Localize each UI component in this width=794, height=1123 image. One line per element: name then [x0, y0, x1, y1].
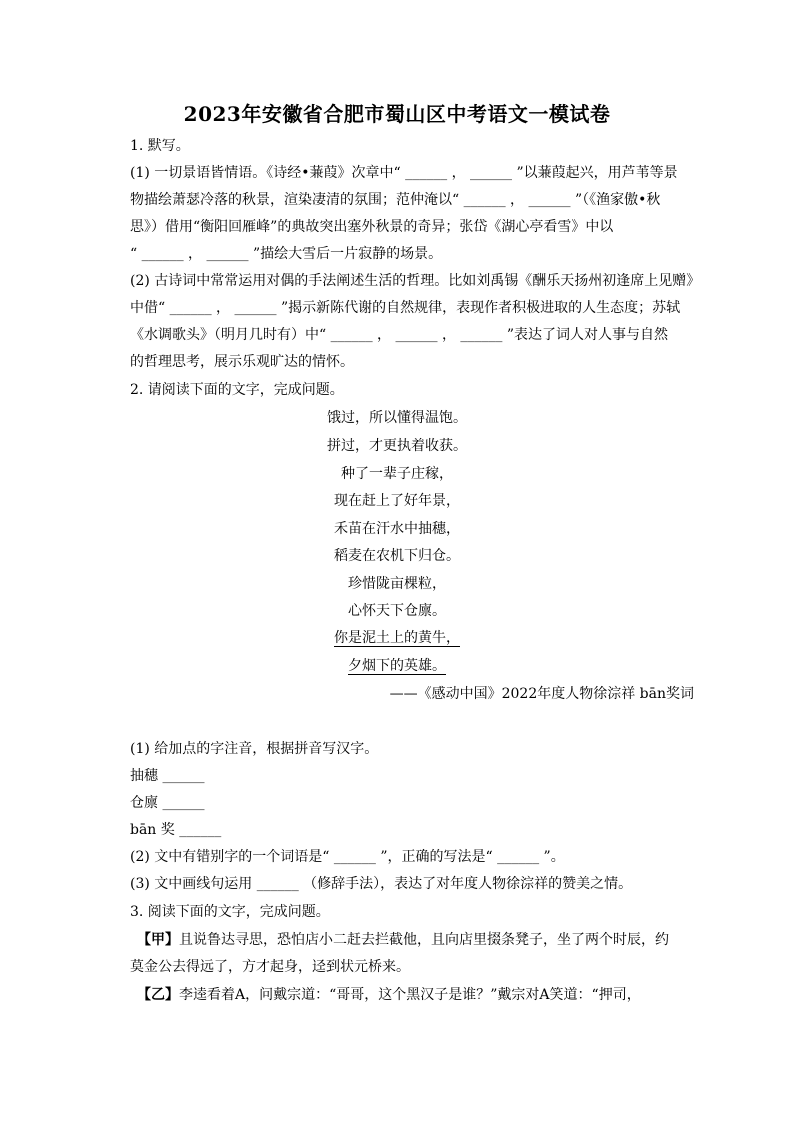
poem-line: 现在赶上了好年景，: [334, 493, 460, 509]
q1-p1-line-3: 思》）借用“衡阳回雁峰”的典故突出塞外秋景的奇异；张岱《湖心亭看雪》中以: [130, 219, 614, 235]
q3-heading: 3. 阅读下面的文字，完成问题。: [130, 904, 330, 920]
underlined-text: 你是泥土上的黄牛，: [334, 630, 460, 646]
q2-heading: 2. 请阅读下面的文字，完成问题。: [130, 382, 344, 398]
yi-label: 【乙】: [144, 987, 179, 1003]
q1-p1-line-4: “ ______ ， ______ ”描绘大雪后一片寂静的场景。: [130, 246, 443, 262]
q3-jia-line-2: 莫金公去得远了，方才起身，迳到状元桥来。: [130, 959, 410, 975]
poem-line: 禾苗在汗水中抽穗，: [334, 521, 460, 537]
jia-label: 【甲】: [144, 932, 179, 948]
poem-line: 心怀天下仓廪。: [348, 603, 446, 619]
jia-text: 且说鲁达寻思，恐怕店小二赶去拦截他，且向店里掇条凳子，坐了两个时辰，约: [179, 932, 669, 948]
poem-underlined-line: [200, 628, 594, 648]
poem-source: ——《感动中国》2022年度人物徐淙祥 bān奖词: [389, 686, 694, 702]
poem-line: 种了一辈子庄稼，: [341, 466, 453, 482]
q1-p2-line-1: (2) 古诗词中常常运用对偶的手法阐述生活的哲理。比如刘禹锡《酬乐天扬州初逢席上见赠》: [130, 273, 701, 289]
q2-item: 抽穗 ______: [130, 768, 205, 784]
q2-sub1: (1) 给加点的字注音，根据拼音写汉字。: [130, 741, 379, 757]
page-title: 2023年安徽省合肥市蜀山区中考语文一模试卷: [183, 102, 611, 126]
q2-item: 仓廪 ______: [130, 795, 205, 811]
poem-line: 饿过，所以懂得温饱。: [327, 410, 467, 426]
yi-text: 李逵看着A，问戴宗道：“哥哥，这个黑汉子是谁？”戴宗对A笑道：“押司，: [179, 987, 641, 1003]
q1-p2-line-4: 的哲理思考，展示乐观旷达的情怀。: [130, 354, 354, 370]
poem-line: 拼过，才更执着收获。: [327, 438, 467, 454]
q1-p1-line-1: (1) 一切景语皆情语。《诗经•蒹葭》次章中“ ______ ， ______ ”以蒹葭起兴，用芦苇等景: [130, 165, 678, 181]
underlined-text: 夕烟下的英雄。: [348, 658, 446, 674]
q2-sub3: (3) 文中画线句运用 ______ （修辞手法），表达了对年度人物徐淙祥的赞美之情。: [130, 876, 633, 892]
q1-heading: 1. 默写。: [130, 138, 190, 154]
q1-p2-line-3: 《水调歌头》（明月几时有）中“ ______ ， ______ ， ______ ”表达了词人对人事与自然: [130, 327, 669, 343]
poem-line: 珍惜陇亩棵粒，: [348, 576, 446, 592]
q2-item: bān 奖 ______: [130, 822, 222, 838]
q3-yi-line-1: [130, 985, 696, 1005]
poem-underlined-line: [200, 656, 594, 676]
q2-sub2: (2) 文中有错别字的一个词语是“ ______ ”，正确的写法是“ ______ ”。: [130, 849, 565, 865]
q1-p2-line-2: 中借“ ______ ， ______ ”揭示新陈代谢的自然规律，表现作者积极进取的人生态度；苏轼: [130, 300, 681, 316]
q3-jia-line-1: [130, 930, 696, 950]
poem-line: 稻麦在农机下归仓。: [334, 548, 460, 564]
q1-p1-line-2: 物描绘萧瑟冷落的秋景，渲染凄清的氛围；范仲淹以“ ______ ， ______ ”（《渔家傲•秋: [130, 192, 661, 208]
